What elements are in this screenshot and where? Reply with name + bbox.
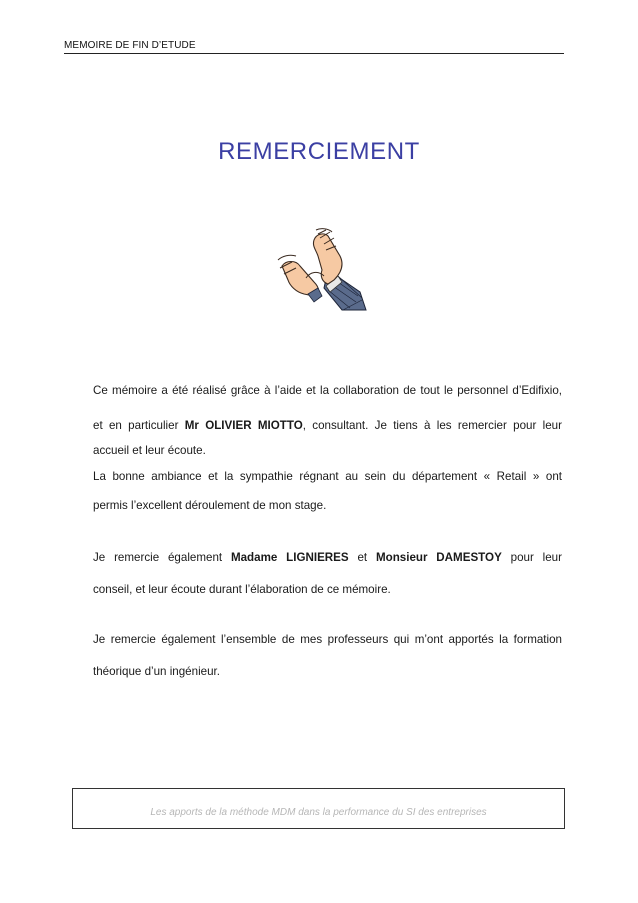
p2-line-1-post: pour leur (501, 551, 562, 564)
name-madame-lignieres: Madame LIGNIERES (230, 551, 349, 564)
name-monsieur-damestoy: Monsieur DAMESTOY (375, 551, 502, 564)
p1-line-4: La bonne ambiance et la sympathie régnant au sein du département « Retail » ont (93, 470, 562, 483)
p1-line-3: accueil et leur écoute. (93, 444, 206, 457)
name-olivier-miotto: Mr OLIVIER MIOTTO (184, 419, 303, 432)
page-title: REMERCIEMENT (218, 138, 420, 165)
p1-line-2 (93, 419, 562, 435)
page-header (64, 40, 564, 54)
header-text: MEMOIRE DE FIN D’ETUDE (64, 40, 196, 51)
p1-line-2-post: , consultant. Je tiens à les remercier pour leur (302, 419, 562, 432)
p3-line-2: théorique d’un ingénieur. (93, 665, 220, 678)
p2-line-1-mid: et (348, 551, 376, 564)
p1-line-2-pre: et en particulier (93, 419, 185, 432)
clapping-hands-icon (268, 226, 372, 314)
p2-line-2: conseil, et leur écoute durant l’élaboration de ce mémoire. (93, 583, 391, 596)
footer-text: Les apports de la méthode MDM dans la performance du SI des entreprises (150, 807, 487, 818)
upper-hand (313, 229, 342, 284)
p1-line-5: permis l’excellent déroulement de mon stage. (93, 499, 327, 512)
p2-line-1 (93, 551, 562, 567)
p1-line-1: Ce mémoire a été réalisé grâce à l’aide et la collaboration de tout le personnel d’Edifixio, (93, 384, 562, 397)
p2-line-1-pre: Je remercie également (93, 551, 231, 564)
p3-line-1: Je remercie également l’ensemble de mes professeurs qui m’ont apportés la formation (93, 633, 562, 646)
page-footer (72, 788, 565, 829)
